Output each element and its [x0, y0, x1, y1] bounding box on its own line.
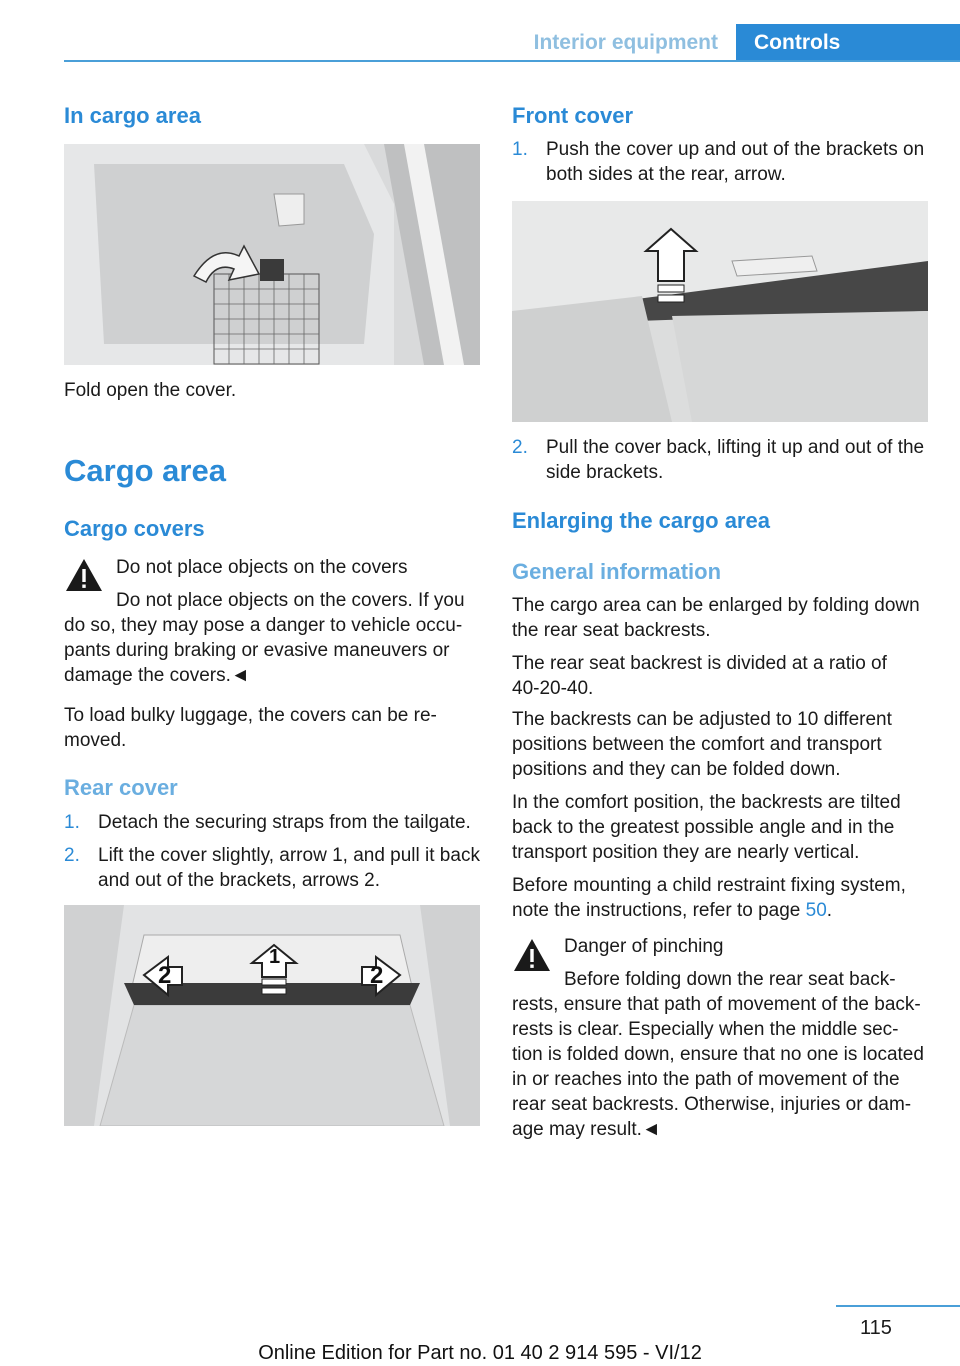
arrow-1-label: 1	[269, 946, 281, 968]
warning1-line1: Do not place objects on the covers. If you	[116, 590, 465, 611]
para-enlarge: The cargo area can be enlarged by folding down the rear seat backrests.	[512, 595, 920, 641]
para-comfort-position: In the comfort position, the backrests are tilted back to the greatest possible angle and in the transport position they are nearly vertical.	[512, 792, 901, 863]
warning-triangle-icon	[512, 937, 552, 973]
front-step-2: 2. Pull the cover back, lifting it up and out of the side brackets.	[512, 437, 925, 483]
rear-cover-figure	[64, 905, 480, 1126]
rear-cover-heading: Rear cover	[64, 775, 178, 800]
header-section-label: Interior equipment	[533, 31, 718, 54]
load-luggage-text: To load bulky luggage, the covers can be re-moved.	[64, 705, 437, 751]
cargo-area-title: Cargo area	[64, 453, 226, 488]
arrow-2-left-label: 2	[158, 962, 172, 989]
warning1-title: Do not place objects on the covers	[116, 557, 408, 578]
page-header	[0, 0, 960, 62]
page-50-link[interactable]: 50	[805, 900, 827, 921]
arrow-2-right-label: 2	[370, 962, 384, 989]
warning2-title: Danger of pinching	[564, 936, 724, 957]
para-child-restraint: Before mounting a child restraint fixing system, note the instructions, refer to page 50.	[512, 875, 906, 921]
header-rule	[64, 60, 960, 62]
para-ratio: The rear seat backrest is divided at a ratio of 40-20-40.	[512, 653, 887, 699]
header-chapter-tab: Controls	[736, 24, 960, 62]
cargo-net-figure	[64, 144, 480, 365]
footer-rule	[836, 1305, 960, 1307]
page-number: 115	[860, 1317, 892, 1339]
warning-triangle-icon	[64, 557, 104, 593]
fold-open-text: Fold open the cover.	[64, 380, 237, 401]
para-positions: The backrests can be adjusted to 10 different positions between the comfort and transport positions and they can be folded down.	[512, 709, 892, 780]
enlarging-cargo-heading: Enlarging the cargo area	[512, 508, 770, 533]
front-cover-figure	[512, 201, 928, 422]
cargo-covers-heading: Cargo covers	[64, 516, 205, 541]
rear-step-1: 1. Detach the securing straps from the tailgate.	[64, 812, 471, 833]
footer-edition: Online Edition for Part no. 01 40 2 914 595 - VI/12	[258, 1342, 702, 1364]
general-information-heading: General information	[512, 559, 722, 584]
rear-step-2: 2. Lift the cover slightly, arrow 1, and pull it back and out of the brackets, arrows 2.	[64, 845, 480, 891]
front-step-1: 1. Push the cover up and out of the brackets on both sides at the rear, arrow.	[512, 139, 925, 185]
warning1-text: do so, they may pose a danger to vehicle occu-pants during braking or evasive maneuvers or damage the covers.◄	[64, 615, 463, 686]
in-cargo-area-heading: In cargo area	[64, 103, 201, 128]
warning2-line1: Before folding down the rear seat back-	[564, 969, 896, 990]
front-cover-heading: Front cover	[512, 103, 634, 128]
warning2-text: rests, ensure that path of movement of the back-rests is clear. Especially when the middle sec-tion is folded down, ensure that no one is located in or reaches into the path of movement of the rear seat backrests. Otherwise, injuries or dam-age may result.◄	[512, 994, 924, 1140]
